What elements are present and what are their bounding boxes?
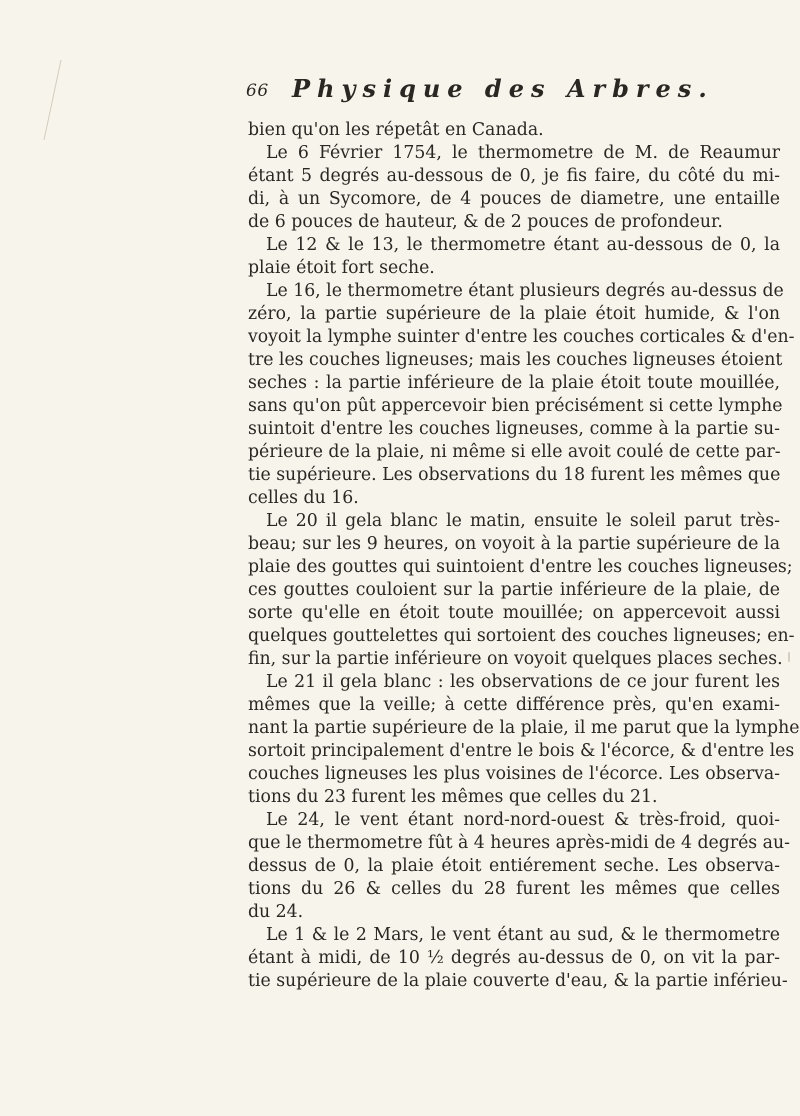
- text-line: Le 24, le vent étant nord-nord-ouest & très-froid, quoi-: [266, 810, 780, 830]
- text-line: bien qu'on les répetât en Canada.: [248, 120, 544, 140]
- text-line: celles du 16.: [248, 488, 359, 508]
- text-line: Le 1 & le 2 Mars, le vent étant au sud, & le thermometre: [266, 925, 780, 945]
- page-header: [246, 76, 786, 106]
- text-line: seches : la partie inférieure de la plaie étoit toute mouillée,: [248, 373, 780, 393]
- text-line: sortoit principalement d'entre le bois & l'écorce, & d'entre les: [248, 741, 795, 761]
- page-number: 66: [246, 81, 269, 101]
- paper-speck: [788, 652, 790, 662]
- text-line: zéro, la partie supérieure de la plaie étoit humide, & l'on: [248, 304, 780, 324]
- text-line: plaie des gouttes qui suintoient d'entre les couches ligneuses;: [248, 557, 793, 577]
- text-line: sans qu'on pût appercevoir bien précisément si cette lymphe: [248, 396, 783, 416]
- text-line: beau; sur les 9 heures, on voyoit à la partie supérieure de la: [248, 534, 780, 554]
- text-line: de 6 pouces de hauteur, & de 2 pouces de profondeur.: [248, 212, 723, 232]
- text-line: di, à un Sycomore, de 4 pouces de diametre, une entaille: [248, 189, 780, 209]
- text-line: étant 5 degrés au-dessous de 0, je fis faire, du côté du mi-: [248, 166, 780, 186]
- text-line: mêmes que la veille; à cette différence près, qu'en exami-: [248, 695, 780, 715]
- text-line: du 24.: [248, 902, 304, 922]
- text-line: Le 6 Février 1754, le thermometre de M. de Reaumur: [266, 143, 780, 163]
- text-line: quelques gouttelettes qui sortoient des couches ligneuses; en-: [248, 626, 795, 646]
- text-line: tie supérieure. Les observations du 18 furent les mêmes que: [248, 465, 781, 485]
- text-line: Le 20 il gela blanc le matin, ensuite le soleil parut très-: [266, 511, 780, 531]
- running-title: Physique des Arbres.: [292, 74, 714, 103]
- text-line: plaie étoit fort seche.: [248, 258, 435, 278]
- text-line: étant à midi, de 10 ½ degrés au-dessus de 0, on vit la par-: [248, 948, 780, 968]
- text-line: tie supérieure de la plaie couverte d'eau, & la partie inférieu-: [248, 971, 788, 991]
- text-line: nant la partie supérieure de la plaie, il me parut que la lymphe: [248, 718, 800, 738]
- text-line: couches ligneuses les plus voisines de l'écorce. Les observa-: [248, 764, 780, 784]
- text-line: que le thermometre fût à 4 heures après-midi de 4 degrés au-: [248, 833, 790, 853]
- text-line: sorte qu'elle en étoit toute mouillée; on appercevoit aussi: [248, 603, 780, 623]
- text-line: suintoit d'entre les couches ligneuses, comme à la partie su-: [248, 419, 780, 439]
- text-line: dessus de 0, la plaie étoit entiérement seche. Les observa-: [248, 856, 780, 876]
- text-line: fin, sur la partie inférieure on voyoit quelques places seches.: [248, 649, 783, 669]
- text-line: périeure de la plaie, ni même si elle avoit coulé de cette par-: [248, 442, 781, 462]
- text-line: Le 16, le thermometre étant plusieurs degrés au-dessus de: [266, 281, 784, 301]
- text-line: tions du 26 & celles du 28 furent les mêmes que celles: [248, 879, 780, 899]
- text-line: Le 12 & le 13, le thermometre étant au-dessous de 0, la: [266, 235, 780, 255]
- text-line: voyoit la lymphe suinter d'entre les couches corticales & d'en-: [248, 327, 795, 347]
- text-line: ces gouttes couloient sur la partie inférieure de la plaie, de: [248, 580, 780, 600]
- text-line: Le 21 il gela blanc : les observations de ce jour furent les: [266, 672, 780, 692]
- page-edge-mark: [43, 60, 81, 140]
- text-line: tions du 23 furent les mêmes que celles du 21.: [248, 787, 658, 807]
- text-line: tre les couches ligneuses; mais les couches ligneuses étoient: [248, 350, 783, 370]
